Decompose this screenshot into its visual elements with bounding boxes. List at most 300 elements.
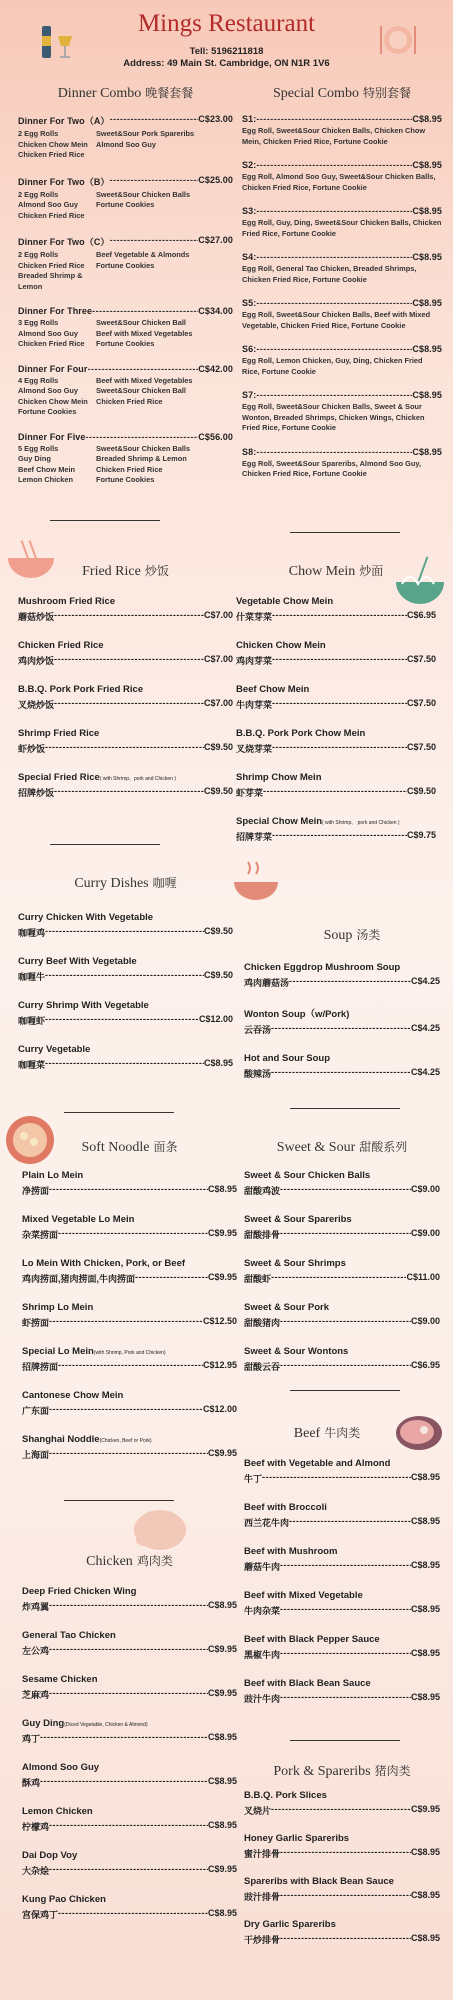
combo-name-row [18,114,233,127]
dish-chinese-name: 甜酸鸡波 [244,1186,281,1196]
dish-item [22,1302,237,1329]
special-item [242,298,442,331]
dish-item [244,1170,440,1197]
combo-line: Sweet&Sour Chicken Balls [96,443,191,453]
dash-leader [49,1404,203,1417]
dish-name [22,1894,237,1905]
dish-name-text: Deep Fried Chicken Wing [22,1586,137,1597]
dish-name-text: Special Fried Rice [18,772,100,783]
special-item [242,447,442,480]
combo-line: Breaded Shrimp & Lemon [18,271,83,291]
dash-leader [272,698,407,711]
combo-name-row [18,432,233,442]
dish-item [22,1674,237,1701]
special-desc: Egg Roll, Sweet&Sour Chicken Balls, Sweet & Sour Wonton, Breaded Shrimps, Chicken Wings, Chicken Fried Rice, Fortune Cookie [242,402,425,432]
special-name-row [242,206,442,216]
dish-price-row [236,786,436,799]
dash-leader [256,390,412,400]
dish-name-text: Special Lo Mein [22,1346,94,1357]
chow-mein-section [236,558,436,860]
dash-leader [272,830,407,843]
dish-chinese-name: 虾芽菜 [236,788,264,798]
dish-name-text: Beef with Vegetable and Almond [244,1458,391,1469]
dish-note: ( with Shrimp、pork and Chicken ) [99,776,176,782]
combo-line: Beef with Mixed Vegetables [96,375,193,385]
special-desc: Egg Roll, Guy, Ding, Sweet&Sour Chicken Balls, Chicken Fried Rice, Fortune Cookie [242,218,442,238]
dish-item [236,640,436,667]
dish-price: C$12.95 [202,1360,237,1370]
dish-chinese-name: 甜酸排骨 [244,1230,281,1240]
dish-name [244,1590,440,1601]
special-name-row [242,114,442,124]
dash-leader [272,610,407,623]
dish-chinese-name: 豉汁牛肉 [244,1694,281,1704]
combo-price: C$25.00 [198,174,233,185]
dish-name-text: Hot and Sour Soup [244,1053,331,1064]
dish-price: C$8.95 [410,1890,440,1900]
dish-chinese-name: 广东面 [22,1406,50,1416]
special-desc: Egg Roll, Almond Soo Guy, Sweet&Sour Chicken Balls, Chicken Fried Rice, Fortune Cookie [242,172,436,192]
dash-leader [45,970,204,983]
dish-price: C$8.95 [410,1560,440,1570]
dish-chinese-name: 叉烧芽菜 [236,744,273,754]
dish-chinese-name: 咖喱菜 [18,1060,46,1070]
combo-line [96,271,233,292]
dash-leader [280,1847,411,1860]
special-name-row [242,447,442,457]
dish-price: C$8.95 [410,1692,440,1702]
dish-name [18,684,233,695]
dish-price-row [22,1360,237,1373]
chicken-section [22,1548,237,1938]
combo-line: Chicken Fried Rice [18,210,85,220]
dish-item [18,1000,233,1027]
dish-item [236,596,436,623]
dish-name [244,1006,440,1020]
curry-section [18,870,233,1088]
combo-price: C$27.00 [198,235,233,245]
dash-leader [135,1272,208,1285]
combo-price: C$56.00 [198,431,233,442]
dash-leader [263,786,407,799]
dash-leader [289,976,411,989]
dish-name-text: Sweet & Sour Spareribs [244,1214,352,1225]
special-name: S3: [242,206,257,216]
dish-item [22,1762,237,1789]
special-desc: Egg Roll, General Tao Chicken, Breaded Shrimps, Chicken Fried Rice, Fortune Cookie [242,264,417,284]
dish-price-row [22,1448,237,1461]
dish-price: C$9.95 [410,1804,440,1814]
dish-name-text: Sweet & Sour Wontons [244,1346,349,1357]
dish-name-text: B.B.Q. Pork Slices [244,1790,327,1801]
dish-name-text: Shrimp Lo Mein [22,1302,94,1313]
dish-price: C$9.95 [207,1688,237,1698]
dish-item [236,728,436,755]
dish-item [244,1919,440,1946]
dish-name-text: Kung Pao Chicken [22,1894,106,1905]
special-desc: Egg Roll, Sweet&Sour Chicken Balls, Beef with Mixed Vegetable, Chicken Fried Rice, Fortune Cookie [242,310,431,330]
dish-name-text: Curry Chicken With Vegetable [18,912,154,923]
dish-item [244,1458,440,1485]
dish-chinese-name: 蜜汁排骨 [244,1849,281,1859]
dash-leader [280,1890,411,1903]
dish-price-row [22,1600,237,1613]
combo-name: Dinner For Four [18,363,88,374]
dish-chinese-name: 云吞汤 [244,1025,272,1035]
dish-name [18,640,233,651]
dash-leader [280,1360,411,1373]
dish-price-row [244,1360,440,1373]
dash-leader [110,175,199,188]
special-desc: Egg Roll, Sweet&Sour Spareribs, Almond Soo Guy, Chicken Fried Rice, Fortune Cookie [242,458,422,478]
dash-leader [280,1692,411,1705]
combo-contents [18,376,233,418]
dish-name-text: B.B.Q. Pork Pork Chow Mein [236,728,366,739]
dish-price: C$7.00 [203,698,233,708]
dish-chinese-name: 黑椒牛肉 [244,1650,281,1660]
dish-name [22,1346,237,1357]
dish-name [18,772,233,783]
dish-chinese-name: 叉烧片 [244,1806,272,1816]
dish-note: (with Shrimp, Pork and Chicken) [93,1350,166,1356]
dish-item [244,962,440,989]
dish-item [18,684,233,711]
combo-line: 2 Egg Rolls [18,250,59,259]
special-item [242,252,442,285]
dish-price: C$8.95 [207,1184,237,1194]
divider [50,520,160,521]
dish-name [244,1833,440,1844]
dish-item [18,596,233,623]
dash-leader [256,344,412,354]
dish-name-text: Chicken Eggdrop Mushroom Soup [244,962,401,973]
combo-name-row [18,306,233,316]
dish-price: C$7.00 [203,654,233,664]
dish-name-text: Cantonese Chow Mein [22,1390,124,1401]
dish-price-row [244,1890,440,1903]
dish-chinese-name: 招牌捞面 [22,1362,59,1372]
dish-name-text: Beef Chow Mein [236,684,310,695]
combo-name: Dinner For Three [18,306,93,316]
section-title: Pork & Spareribs 猪肉类 [273,1764,411,1779]
dish-item [22,1346,237,1373]
dish-item [244,1258,440,1285]
dish-name-text: Dai Dop Voy [22,1850,78,1861]
dish-name-text: Honey Garlic Spareribs [244,1833,350,1844]
dash-leader [54,610,204,623]
fried-rice-section [18,558,233,816]
dish-chinese-name: 净捞面 [22,1186,50,1196]
dish-name [18,596,233,607]
dish-price: C$9.50 [203,786,233,796]
dish-item [18,728,233,755]
special-name: S6: [242,344,257,354]
dish-item [22,1170,237,1197]
dash-leader [272,654,407,667]
dish-chinese-name: 上海面 [22,1450,50,1460]
special-price: C$8.95 [412,206,442,216]
dish-item [244,1006,440,1036]
dish-chinese-name: 咖喱虾 [18,1016,46,1026]
dish-chinese-name: 甜酸云吞 [244,1362,281,1372]
dash-leader [110,114,199,127]
dish-price-row [18,742,233,755]
combo-item [18,114,233,161]
dish-item [236,816,436,843]
dish-price: C$9.00 [410,1228,440,1238]
dish-price: C$9.50 [203,970,233,980]
dish-price: C$8.95 [410,1648,440,1658]
dish-chinese-name: 西兰花牛肉 [244,1518,290,1528]
dish-item [22,1806,237,1833]
dish-price: C$7.50 [406,742,436,752]
dish-item [22,1630,237,1657]
dish-name-text: Beef with Broccoli [244,1502,327,1513]
dish-item [244,1790,440,1817]
dish-chinese-name: 甜酸猪肉 [244,1318,281,1328]
combo-item [18,175,233,222]
dish-chinese-name: 叉烧炒饭 [18,700,55,710]
dish-price: C$9.95 [207,1644,237,1654]
dish-price: C$12.00 [198,1014,233,1024]
dish-name-text: Curry Shrimp With Vegetable [18,1000,149,1011]
dish-name-text: Sweet & Sour Chicken Balls [244,1170,371,1181]
dish-price: C$8.95 [207,1776,237,1786]
special-price: C$8.95 [412,252,442,262]
dash-leader [45,1058,204,1071]
special-name: S5: [242,298,257,308]
dish-name [244,1302,440,1313]
dish-price-row [22,1908,237,1921]
dish-price-row [244,1516,440,1529]
combo-line: Chicken Fried Rice [96,396,163,406]
dish-price-row [22,1732,237,1745]
dash-leader [54,786,204,799]
combo-line: 2 Egg Rolls [18,129,59,138]
dash-leader [92,306,198,316]
dish-name [236,684,436,695]
dish-price-row [244,1804,440,1817]
dish-price: C$8.95 [207,1600,237,1610]
restaurant-title: Mings Restaurant [137,10,316,37]
dish-price-row [18,1014,233,1027]
dish-price-row [244,1184,440,1197]
dish-chinese-name: 鸡肉炒饭 [18,656,55,666]
dash-leader [272,742,407,755]
dish-price: C$4.25 [410,976,440,986]
combo-line: Fortune Cookies [96,200,155,209]
dish-price: C$8.95 [207,1732,237,1742]
dash-leader [49,1688,208,1701]
combo-line: 3 Egg Rolls [18,318,59,327]
dash-leader [40,1732,208,1745]
dash-leader [280,1228,411,1241]
divider [290,1390,400,1391]
combo-item [18,364,233,418]
section-title: Dinner Combo 晚餐套餐 [57,86,194,101]
dish-name [236,640,436,651]
dish-note: (Diced Vegetable, Chicken & Almond) [64,1722,148,1728]
dish-chinese-name: 酥鸡 [22,1778,41,1788]
dash-leader [49,1448,208,1461]
special-name-row [242,390,442,400]
section-title: Fried Rice 炒饭 [82,564,169,579]
dish-chinese-name: 炸鸡翼 [22,1602,50,1612]
pork-section [244,1758,440,1962]
dish-price-row [244,1847,440,1860]
dish-item [244,1678,440,1705]
dish-name-text: Sesame Chicken [22,1674,98,1685]
dish-name [244,1502,440,1513]
special-item [242,344,442,377]
dish-price-row [22,1776,237,1789]
section-title: Soft Noodle 面条 [81,1140,178,1155]
dish-price: C$9.50 [203,742,233,752]
dish-name [236,816,436,827]
dish-name-text: Chicken Fried Rice [18,640,104,651]
dish-name [22,1630,237,1641]
dish-item [22,1214,237,1241]
dish-price-row [22,1184,237,1197]
dish-name-text: Mushroom Fried Rice [18,596,116,607]
dish-name-text: Almond Soo Guy [22,1762,100,1773]
special-name: S8: [242,446,257,457]
combo-line [96,211,233,222]
dish-item [236,772,436,799]
dish-item [22,1850,237,1877]
dish-item [18,640,233,667]
dish-price: C$7.00 [203,610,233,620]
dish-price-row [22,1316,237,1329]
dish-name [244,1919,440,1930]
combo-contents [18,250,233,292]
combo-contents [18,318,233,350]
dish-chinese-name: 牛肉杂菜 [244,1606,281,1616]
dash-leader [271,1067,411,1080]
special-item [242,390,442,434]
dish-item [22,1258,237,1285]
special-name-row [242,298,442,308]
address: Address: 49 Main St. Cambridge, ON N1R 1V6 [123,58,330,69]
dish-item [244,1302,440,1329]
dish-name [22,1214,237,1225]
combo-line: Sweet&Sour Pork Spareribs [96,129,195,138]
dish-price: C$8.95 [410,1847,440,1857]
dish-price: C$8.95 [410,1472,440,1482]
dash-leader [58,1228,208,1241]
combo-line: Almond Soo Guy [18,328,78,338]
dish-price-row [18,654,233,667]
combo-line [96,407,233,418]
dash-leader [88,364,199,374]
dish-chinese-name: 柠檬鸡 [22,1822,50,1832]
dish-item [236,684,436,711]
combo-line: Fortune Cookies [96,260,155,270]
dish-name [236,728,436,739]
dish-name [244,1678,440,1689]
dish-price-row [236,742,436,755]
dish-price-row [244,1228,440,1241]
dish-name [18,1044,233,1055]
dish-price-row [244,1316,440,1329]
dish-price-row [236,830,436,843]
dish-name-text: Special Chow Mein [236,816,323,827]
dish-name [22,1850,237,1861]
dish-chinese-name: 蘑菇牛肉 [244,1562,281,1572]
dash-leader [271,1804,411,1817]
dish-name [244,1790,440,1801]
combo-line: Beef Vegetable & Almonds [96,250,190,259]
dish-chinese-name: 牛肉芽菜 [236,700,273,710]
dish-price: C$6.95 [406,610,436,620]
combo-name: Dinner For Five [18,431,86,442]
dish-chinese-name: 甜酸虾 [244,1274,272,1284]
dish-name [244,1258,440,1269]
dish-note: ( with Shrimp、 pork and Chicken ) [322,820,400,826]
dish-price-row [18,610,233,623]
dish-name [22,1674,237,1685]
dish-name-text: Sweet & Sour Shrimps [244,1258,346,1269]
dish-name-text: Shrimp Chow Mein [236,772,322,783]
dash-leader [49,1864,208,1877]
dish-item [22,1390,237,1417]
dish-chinese-name: 宫保鸡丁 [22,1910,59,1920]
dash-leader [262,1472,411,1485]
dish-chinese-name: 鸡肉捞面,猪肉捞面,牛肉捞面 [22,1274,136,1284]
dish-name [22,1390,237,1401]
dish-price-row [22,1272,237,1285]
dish-price-row [236,698,436,711]
combo-line: Sweet&Sour Chicken Ball [96,318,186,327]
dish-item [22,1434,237,1461]
combo-line: Fortune Cookies [96,339,155,348]
combo-contents [18,190,233,222]
dish-chinese-name: 酸辣汤 [244,1069,272,1079]
dish-price-row [22,1404,237,1417]
dish-chinese-name: 左公鸡 [22,1646,50,1656]
combo-line: Lemon Chicken [18,475,74,484]
dish-name-text: Beef with Black Pepper Sauce [244,1634,380,1645]
combo-name-row [18,235,233,248]
dish-item [244,1053,440,1080]
dash-leader [280,1648,411,1661]
special-name-row [242,252,442,262]
dish-price-row [244,1692,440,1705]
special-desc: Egg Roll, Sweet&Sour Chicken Balls, Chicken Chow Mein, Chicken Fried Rice, Fortune Cookie [242,126,426,146]
special-item [242,160,442,193]
dish-item [22,1718,237,1745]
dish-price-row [244,1648,440,1661]
dish-price-row [22,1820,237,1833]
dash-leader [280,1560,411,1573]
combo-line: Fortune Cookies [96,475,155,484]
combo-line: Chicken Fried Rice [18,260,85,270]
combo-line: Chicken Chow Mein [18,396,88,406]
dish-price: C$6.95 [410,1360,440,1370]
dish-price: C$4.25 [410,1067,440,1077]
dash-leader [280,1933,411,1946]
dash-leader [256,447,412,457]
dish-price-row [236,610,436,623]
combo-name: Dinner For Two（B） [18,176,110,187]
dish-name [236,772,436,783]
combo-line: Sweet&Sour Chicken Balls [96,189,191,199]
dish-chinese-name: 招牌芽菜 [236,832,273,842]
dish-item [244,1214,440,1241]
dish-price-row [244,1933,440,1946]
dash-leader [49,1820,208,1833]
dish-name [244,1346,440,1357]
